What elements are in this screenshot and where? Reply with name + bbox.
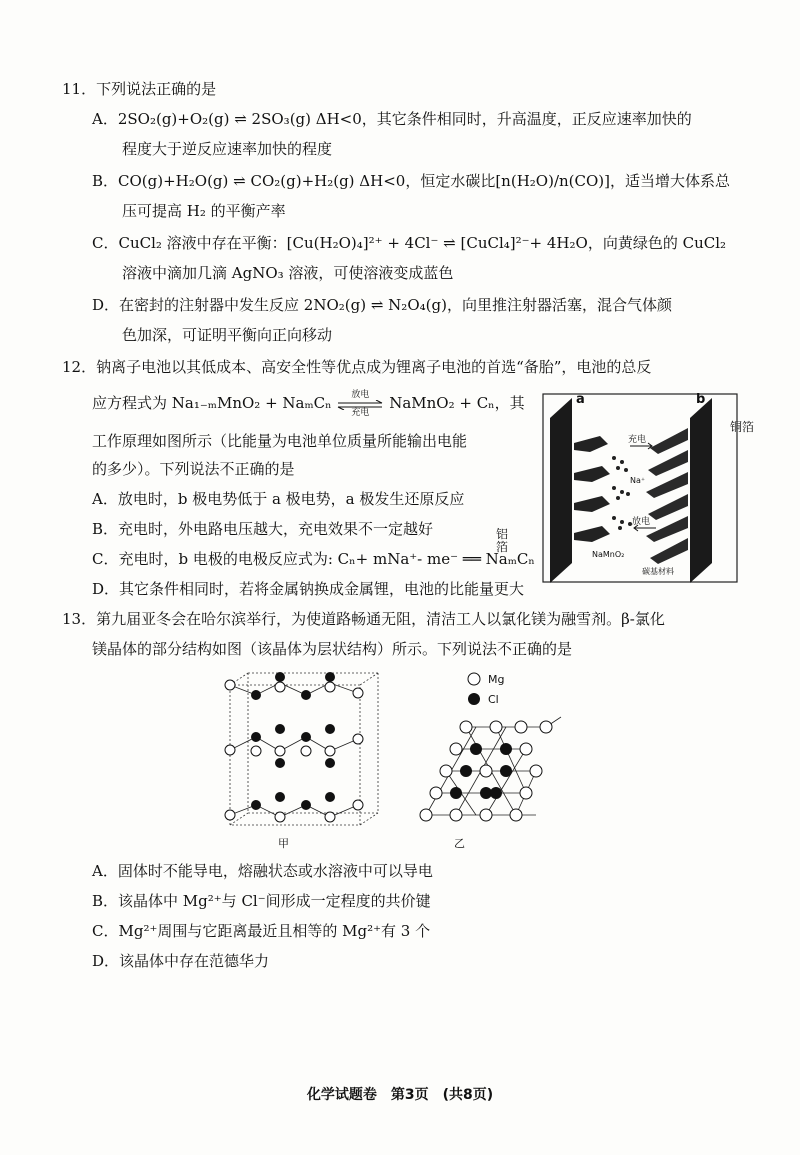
electrode-b-label: b	[696, 392, 706, 407]
q13-option-d: D．该晶体中存在范德华力	[92, 952, 270, 970]
q13-stem-line2: 镁晶体的部分结构如图（该晶体为层状结构）所示。下列说法不正确的是	[92, 640, 573, 658]
q13-option-c: C．Mg²⁺周围与它距离最近且相等的 Mg²⁺有 3 个	[92, 922, 431, 940]
namno2-label: NaMnO₂	[592, 550, 625, 559]
legend-mg-label: Mg	[488, 673, 505, 686]
carbon-material-label: 碳基材料	[642, 567, 674, 576]
arrow-discharge-label: 放电	[351, 390, 370, 400]
crystal-jia-svg	[218, 665, 388, 835]
q12-option-c: C．充电时，b 电极的电极反应式为: Cₙ+ mNa⁺- me⁻ ══ NaₘCₙ	[92, 550, 535, 568]
crystal-structure-yi	[396, 665, 566, 850]
q11-option-a-line2: 程度大于逆反应速率加快的程度	[122, 140, 333, 158]
battery-diagram-svg	[530, 388, 760, 588]
q13-option-a: A．固体时不能导电，熔融状态或水溶液中可以导电	[92, 862, 433, 880]
q12-stem-line3: 工作原理如图所示（比能量为电池单位质量所能输出电能	[92, 432, 468, 450]
battery-diagram	[496, 388, 760, 588]
q12-option-b: B．充电时，外电路电压越大，充电效果不一定越好	[92, 520, 434, 538]
q13-option-b: B．该晶体中 Mg²⁺与 Cl⁻间形成一定程度的共价键	[92, 892, 431, 910]
charge-arrow-label: 充电	[628, 435, 647, 445]
q11-option-a-line1: A．2SO₂(g)+O₂(g) ⇌ 2SO₃(g) ΔH<0，其它条件相同时，升高温度，正反应速率加快的	[92, 110, 692, 128]
copper-foil-label: 铜箔	[730, 420, 755, 434]
na-ion-label: Na⁺	[630, 476, 646, 485]
crystal-yi-svg	[396, 665, 566, 835]
discharge-arrow-label: 放电	[632, 517, 651, 527]
q12-option-a: A．放电时，b 极电势低于 a 极电势，a 极发生还原反应	[92, 490, 465, 508]
q13-stem-line1: 13．第九届亚冬会在哈尔滨举行，为使道路畅通无阻，清洁工人以氯化镁为融雪剂。β-氯化	[62, 610, 665, 628]
electrode-a-label: a	[576, 392, 585, 407]
q12-stem-line1: 12．钠离子电池以其低成本、高安全性等优点成为锂离子电池的首选“备胎”，电池的总反	[62, 358, 652, 376]
aluminum-foil-label: 铝箔	[496, 527, 509, 554]
figure-jia-label: 甲	[278, 837, 289, 850]
q11-option-b-line2: 压可提高 H₂ 的平衡产率	[122, 202, 286, 220]
crystal-structure-jia	[218, 665, 388, 850]
page-footer: 化学试题卷 第3页 (共8页)	[306, 1087, 494, 1103]
q11-option-d-line2: 色加深，可证明平衡向正向移动	[122, 326, 333, 344]
q12-option-d: D．其它条件相同时，若将金属钠换成金属锂，电池的比能量更大	[92, 580, 525, 598]
reversible-arrow	[336, 390, 384, 418]
q12-stem-line2	[92, 390, 525, 418]
q11-option-c-line2: 溶液中滴加几滴 AgNO₃ 溶液，可使溶液变成蓝色	[122, 264, 454, 282]
q11-option-c-line1: C．CuCl₂ 溶液中存在平衡：[Cu(H₂O)₄]²⁺ + 4Cl⁻ ⇌ [CuCl₄]²⁻+ 4H₂O，向黄绿色的 CuCl₂	[92, 234, 727, 252]
legend-cl-label: Cl	[488, 693, 499, 706]
q11-stem: 11．下列说法正确的是	[62, 80, 217, 98]
q12-equation-right: NaMnO₂ + Cₙ，其	[389, 394, 525, 412]
arrow-charge-label: 充电	[351, 408, 370, 418]
q11-option-b-line1: B．CO(g)+H₂O(g) ⇌ CO₂(g)+H₂(g) ΔH<0，恒定水碳比[n(H₂O)/n(CO)]，适当增大体系总	[92, 172, 730, 190]
q12-equation-left: 应方程式为 Na₁₋ₘMnO₂ + NaₘCₙ	[92, 394, 332, 412]
figure-yi-label: 乙	[454, 837, 465, 850]
q12-stem-line4: 的多少）。下列说法不正确的是	[92, 460, 295, 478]
q11-option-d-line1: D．在密封的注射器中发生反应 2NO₂(g) ⇌ N₂O₄(g)，向里推注射器活塞，混合气体颜	[92, 296, 672, 314]
